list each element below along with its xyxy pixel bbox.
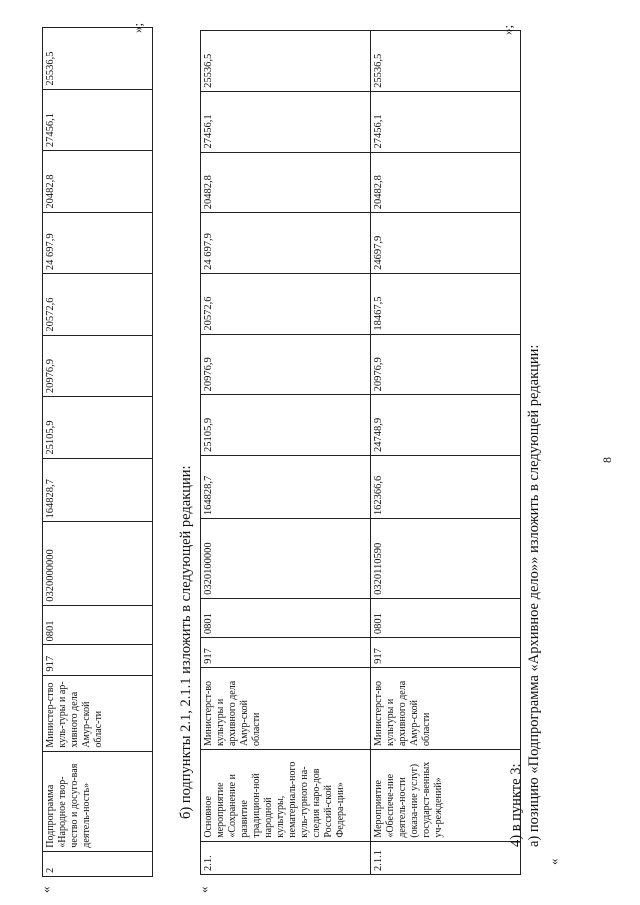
open-quote-bottom: « [546,858,561,865]
cell-rzpr: 0801 [371,598,521,637]
cell-name: Мероприятие «Обеспече-ние деятель-ности (оказа-ние услуг) государст-венных уч-реждений» [371,750,521,842]
cell-executor: Министерст-во культуры и архивного дела Амур-ской области [371,667,521,749]
cell-num: 2.1. [201,841,371,874]
cell-y3: 18467,5 [371,273,521,334]
cell-y1: 25105,9 [43,397,153,459]
paragraph-4: 4) в пункте 3: [508,763,524,847]
open-quote-top: « [38,886,53,893]
paragraph-a: а) позицию «Подпрограмма «Архивное дело»» изложить в следующей редакции: [526,344,542,847]
cell-y7: 25536,5 [201,31,371,92]
close-quote-top: »; [130,22,145,33]
cell-total: 162366,6 [371,456,521,519]
page-number: 8 [600,457,614,463]
cell-y6: 27456,1 [371,91,521,152]
cell-csr: 0320110590 [371,519,521,599]
cell-y3: 20572,6 [43,274,153,336]
cell-num: 2 [43,851,153,876]
cell-name: Подпрограмма «Народное твор-чество и досуго-вая деятель-ность» [43,751,153,851]
cell-executor: Министер-ство куль-туры и ар-хивного дела Амур-ской облас-ти [43,675,153,751]
cell-total: 164828,7 [201,456,371,519]
cell-y4: 24 697,9 [43,212,153,274]
cell-y4: 24 697,9 [201,213,371,274]
cell-grbs: 917 [43,645,153,675]
close-quote-mid: »; [500,24,515,35]
cell-y7: 25536,5 [43,28,153,90]
cell-csr: 0320000000 [43,522,153,605]
cell-y5: 20482,8 [371,152,521,213]
table-row [201,31,371,875]
cell-y6: 27456,1 [43,89,153,151]
table-row [43,28,153,877]
table-subprogram [42,27,153,877]
cell-num: 2.1.1 [371,841,521,874]
table-subpoints [200,30,521,875]
cell-y3: 20572,6 [201,273,371,334]
cell-y1: 25105,9 [201,395,371,456]
cell-name: Основное мероприятие «Сохранение и развитие традицион-ной народной культуры, нематериаль-ного куль-турного на-следия наро-дов Россий-ской Федера-ции» [201,750,371,842]
cell-y6: 27456,1 [201,91,371,152]
cell-total: 164828,7 [43,458,153,522]
cell-rzpr: 0801 [201,598,371,637]
cell-y4: 24697,9 [371,213,521,274]
table-row [371,31,521,875]
cell-y5: 20482,8 [201,152,371,213]
cell-grbs: 917 [371,638,521,668]
cell-csr: 0320100000 [201,519,371,599]
cell-y5: 20482,8 [43,151,153,213]
paragraph-b: б) подпункты 2.1, 2.1.1 изложить в следующей редакции: [178,465,194,819]
cell-grbs: 917 [201,638,371,668]
open-quote-mid: « [196,886,211,893]
cell-y2: 20976,9 [371,334,521,395]
cell-executor: Министерст-во культуры и архивного дела Амур-ской области [201,667,371,749]
cell-y2: 20976,9 [201,334,371,395]
cell-y7: 25536,5 [371,31,521,92]
cell-y1: 24748,9 [371,395,521,456]
cell-y2: 20976,9 [43,335,153,397]
cell-rzpr: 0801 [43,605,153,645]
